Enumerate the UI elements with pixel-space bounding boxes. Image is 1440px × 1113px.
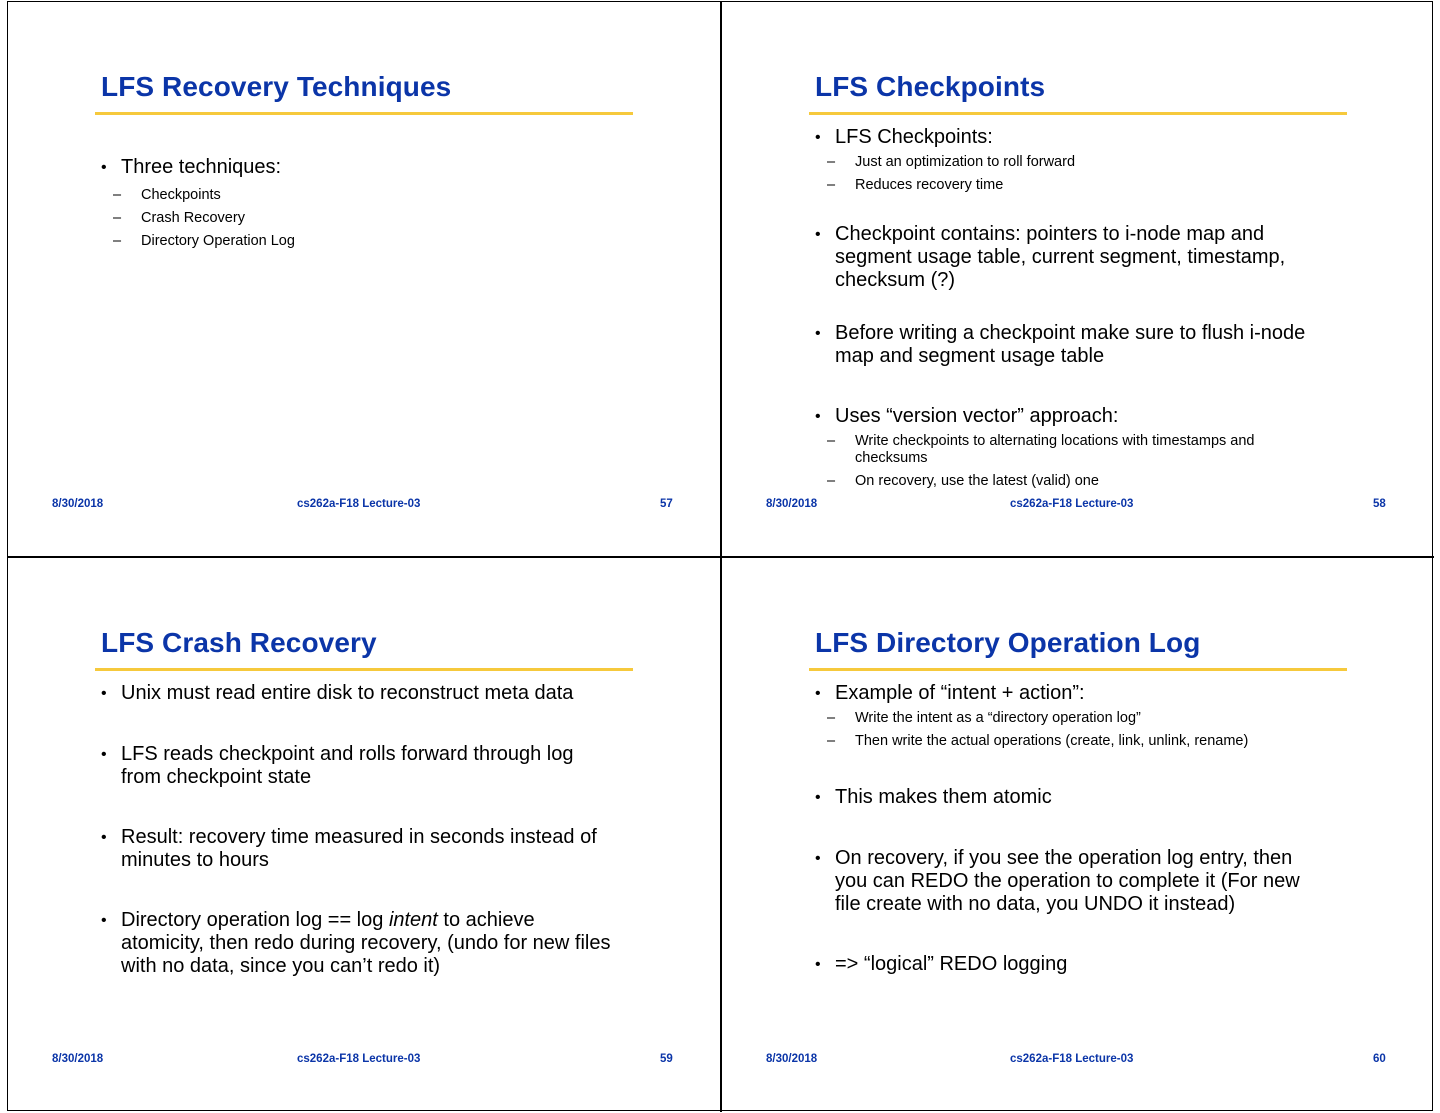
footer-date: 8/30/2018 (766, 1053, 818, 1065)
bullet (101, 156, 621, 179)
dash-icon: – (827, 433, 836, 449)
bullet (815, 322, 1325, 368)
sub-bullet (827, 473, 1325, 490)
title-underline (809, 668, 1347, 671)
footer-date: 8/30/2018 (766, 498, 818, 510)
bullet (815, 405, 1325, 428)
bullet-text: Three techniques: (121, 156, 282, 178)
dash-icon: – (827, 154, 836, 170)
sub-bullet (113, 210, 621, 227)
bullet (815, 847, 1325, 916)
slide-title: LFS Directory Operation Log (815, 627, 1201, 658)
bullet-text: Directory operation log == log (121, 909, 389, 931)
bullet-text: Checkpoint contains: pointers to i-node map and segment usage table, current segment, timestamp, checksum (?) (835, 223, 1286, 291)
bullet-text: On recovery, if you see the operation log entry, then you can REDO the operation to complete it (For new file create with no data, you UNDO it instead) (835, 847, 1300, 915)
sub-bullet-text: Reduces recovery time (855, 177, 1004, 193)
slide-title: LFS Crash Recovery (101, 627, 377, 658)
dash-icon: – (827, 177, 836, 193)
sub-bullet (827, 154, 1325, 171)
bullet-text: Uses “version vector” approach: (835, 405, 1119, 427)
dash-icon: – (827, 733, 836, 749)
sub-bullet-text: Write the intent as a “directory operation log” (855, 710, 1141, 726)
slide-body (101, 156, 621, 250)
bullet (815, 223, 1325, 292)
bullet-text: Unix must read entire disk to reconstruct meta data (121, 682, 574, 704)
footer-page-number: 58 (1373, 498, 1386, 510)
footer-date: 8/30/2018 (52, 498, 104, 510)
bullet-text: Result: recovery time measured in seconds instead of minutes to hours (121, 826, 597, 871)
sub-bullet-text: Then write the actual operations (create, link, unlink, rename) (855, 733, 1249, 749)
bullet-text: This makes them atomic (835, 786, 1052, 808)
bullet-text-italic: intent (388, 909, 438, 931)
slide-57 (7, 1, 720, 556)
slide-59 (7, 557, 720, 1112)
dash-icon: – (827, 473, 836, 489)
footer-course: cs262a-F18 Lecture-03 (297, 1053, 421, 1065)
bullet (815, 786, 1325, 809)
sub-bullet-text: On recovery, use the latest (valid) one (855, 473, 1099, 489)
sub-bullet (113, 187, 621, 204)
slide-58 (721, 1, 1434, 556)
title-underline (809, 112, 1347, 115)
slide-60 (721, 557, 1434, 1112)
bullet (815, 682, 1325, 705)
dash-icon: – (113, 233, 122, 249)
sub-bullet (827, 433, 1325, 467)
sub-bullet (827, 733, 1325, 750)
footer-course: cs262a-F18 Lecture-03 (1010, 1053, 1134, 1065)
bullet (101, 826, 611, 872)
slide-body (815, 682, 1325, 976)
sub-bullet-text: Write checkpoints to alternating locations with timestamps and checksums (855, 433, 1255, 466)
sub-bullet (113, 233, 621, 250)
bullet (815, 953, 1325, 976)
sub-bullet-text: Crash Recovery (141, 210, 245, 226)
bullet (101, 743, 611, 789)
dash-icon: – (827, 710, 836, 726)
bullet-text: LFS Checkpoints: (835, 126, 993, 148)
bullet-text: Example of “intent + action”: (835, 682, 1085, 704)
footer-date: 8/30/2018 (52, 1053, 104, 1065)
sub-bullet (827, 710, 1325, 727)
sub-bullet-text: Checkpoints (141, 187, 221, 203)
slide-title: LFS Checkpoints (815, 71, 1046, 102)
title-underline (95, 112, 633, 115)
footer-course: cs262a-F18 Lecture-03 (297, 498, 421, 510)
bullet (101, 682, 611, 705)
footer-page-number: 60 (1373, 1053, 1386, 1065)
bullet-text: Before writing a checkpoint make sure to flush i-node map and segment usage table (835, 322, 1306, 367)
bullet (101, 909, 611, 978)
slide-body (815, 126, 1325, 490)
bullet-text: => “logical” REDO logging (835, 953, 1068, 975)
slide-title: LFS Recovery Techniques (101, 71, 452, 102)
slide-body (101, 682, 611, 978)
sub-bullet-text: Just an optimization to roll forward (855, 154, 1076, 170)
footer-page-number: 59 (660, 1053, 673, 1065)
title-underline (95, 668, 633, 671)
bullet-text: LFS reads checkpoint and rolls forward through log from checkpoint state (121, 743, 574, 788)
sub-bullet (827, 177, 1325, 194)
dash-icon: – (113, 210, 122, 226)
dash-icon: – (113, 187, 122, 203)
footer-course: cs262a-F18 Lecture-03 (1010, 498, 1134, 510)
footer-page-number: 57 (660, 498, 673, 510)
bullet-text: to achieve atomicity, then redo during recovery, (undo for new files with no data, since you can’t redo it) (121, 909, 611, 977)
bullet (815, 126, 1325, 149)
sub-bullet-text: Directory Operation Log (141, 233, 295, 249)
